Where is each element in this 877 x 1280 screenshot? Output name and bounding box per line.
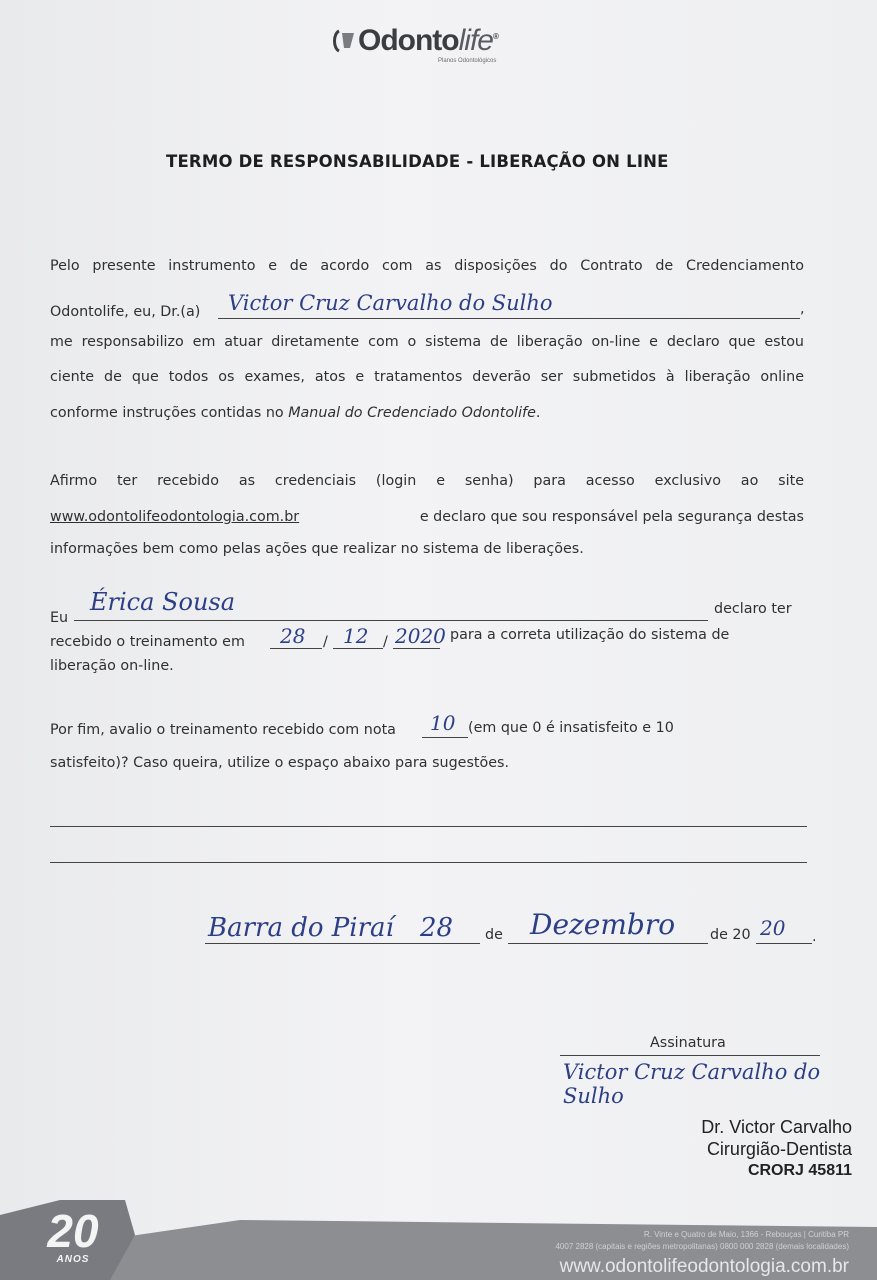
training-day: 28	[280, 624, 306, 648]
p3-declaro: declaro ter	[714, 601, 792, 617]
date-de-1: de	[485, 927, 503, 943]
doctor-name-handwritten: Victor Cruz Carvalho do Sulho	[228, 291, 553, 315]
p1-line5-end: .	[535, 405, 541, 421]
p1-line4-text: ciente de que todos os exames, atos e tratamentos deverão ser submetidos à liberação online	[50, 369, 804, 385]
training-month: 12	[343, 624, 369, 648]
p3-eu: Eu	[50, 610, 69, 626]
p1-line5	[50, 396, 804, 430]
comma: ,	[800, 301, 805, 317]
p1-line1	[50, 249, 804, 283]
p3-para: para a correta utilização do sistema de	[450, 627, 730, 643]
p4-line1b: (em que 0 é insatisfeito e 10	[468, 720, 674, 736]
suggestion-line-1	[50, 826, 807, 827]
date-year-handwritten: 20	[760, 916, 786, 940]
doctor-cro: CRORJ 45811	[747, 1162, 852, 1179]
doctor-name: Dr. Victor Carvalho	[701, 1117, 852, 1137]
suggestion-line-2	[50, 862, 807, 863]
odontolife-logo: Odontolife®	[330, 24, 498, 58]
signature-stamp	[701, 1116, 852, 1182]
date-de-2: de 20	[710, 927, 751, 943]
date-end: .	[812, 929, 817, 945]
p1-line4	[50, 360, 804, 394]
manual-reference: Manual do Credenciado Odontolife	[288, 405, 536, 421]
p1-line3	[50, 325, 804, 359]
signature-handwritten: Victor Cruz Carvalho do Sulho	[563, 1060, 821, 1108]
date-day-handwritten: 28	[420, 913, 454, 943]
p1-line5-a: conforme instruções contidas no	[50, 405, 284, 421]
p2-line3-text: informações bem como pelas ações que realizar no sistema de liberações.	[50, 541, 584, 557]
footer-phones: 4007 2828 (capitais e regiões metropolitanas) 0800 000 2828 (demais localidades)	[555, 1242, 849, 1251]
signature-line	[560, 1055, 820, 1056]
document-title: TERMO DE RESPONSABILIDADE - LIBERAÇÃO ON LINE	[166, 152, 669, 171]
p2-line2-text: e declaro que sou responsável pela segurança destas	[419, 509, 804, 525]
date-month-handwritten: Dezembro	[530, 908, 676, 941]
city-handwritten: Barra do Piraí	[208, 913, 394, 943]
month-line	[333, 648, 383, 649]
p1-line2-label: Odontolife, eu, Dr.(a)	[50, 304, 201, 320]
p2-line2	[50, 500, 804, 534]
p3-recebido: recebido o treinamento em	[50, 634, 245, 650]
doctor-role: Cirurgião-Dentista	[706, 1139, 852, 1159]
footer-site[interactable]: www.odontolifeodontologia.com.br	[559, 1256, 849, 1277]
p2-line1	[50, 464, 804, 498]
p2-line3	[50, 532, 804, 566]
logo-light-text: life	[458, 24, 493, 57]
month-name-line	[508, 943, 708, 944]
slash-1: /	[323, 634, 328, 650]
anniversary-badge	[18, 1205, 128, 1265]
logo-tagline: Planos Odontológicos	[438, 58, 497, 64]
trainee-name-handwritten: Érica Sousa	[90, 588, 236, 616]
badge-number: 20	[47, 1205, 99, 1257]
doctor-name-line	[218, 318, 800, 319]
p4-line1a: Por fim, avalio o treinamento recebido com nota	[50, 722, 396, 738]
city-line	[205, 943, 480, 944]
p1-line1-text: Pelo presente instrumento e de acordo com as disposições do Contrato de Credenciamento	[50, 258, 804, 274]
year-suffix-line	[756, 943, 812, 944]
logo-main-text: Odonto	[358, 24, 459, 57]
badge-label: ANOS	[56, 1254, 90, 1265]
signature-label: Assinatura	[650, 1035, 726, 1051]
day-line	[270, 648, 322, 649]
site-link[interactable]: www.odontolifeodontologia.com.br	[50, 509, 300, 525]
footer-address: R. Vinte e Quatro de Maio, 1366 - Rebouças | Curitiba PR	[643, 1230, 849, 1239]
logo-mark-icon	[330, 28, 356, 54]
p4-line2: satisfeito)? Caso queira, utilize o espaço abaixo para sugestões.	[50, 755, 510, 771]
nota-line	[422, 737, 468, 738]
training-year: 2020	[395, 624, 446, 648]
p2-line1-text: Afirmo ter recebido as credenciais (login e senha) para acesso exclusivo ao site	[50, 473, 804, 489]
p3-line3: liberação on-line.	[50, 658, 174, 674]
nota-handwritten: 10	[430, 711, 456, 735]
year-line	[393, 648, 440, 649]
slash-2: /	[383, 634, 388, 650]
p1-line3-text: me responsabilizo em atuar diretamente com o sistema de liberação on-line e declaro que estou	[50, 334, 804, 350]
